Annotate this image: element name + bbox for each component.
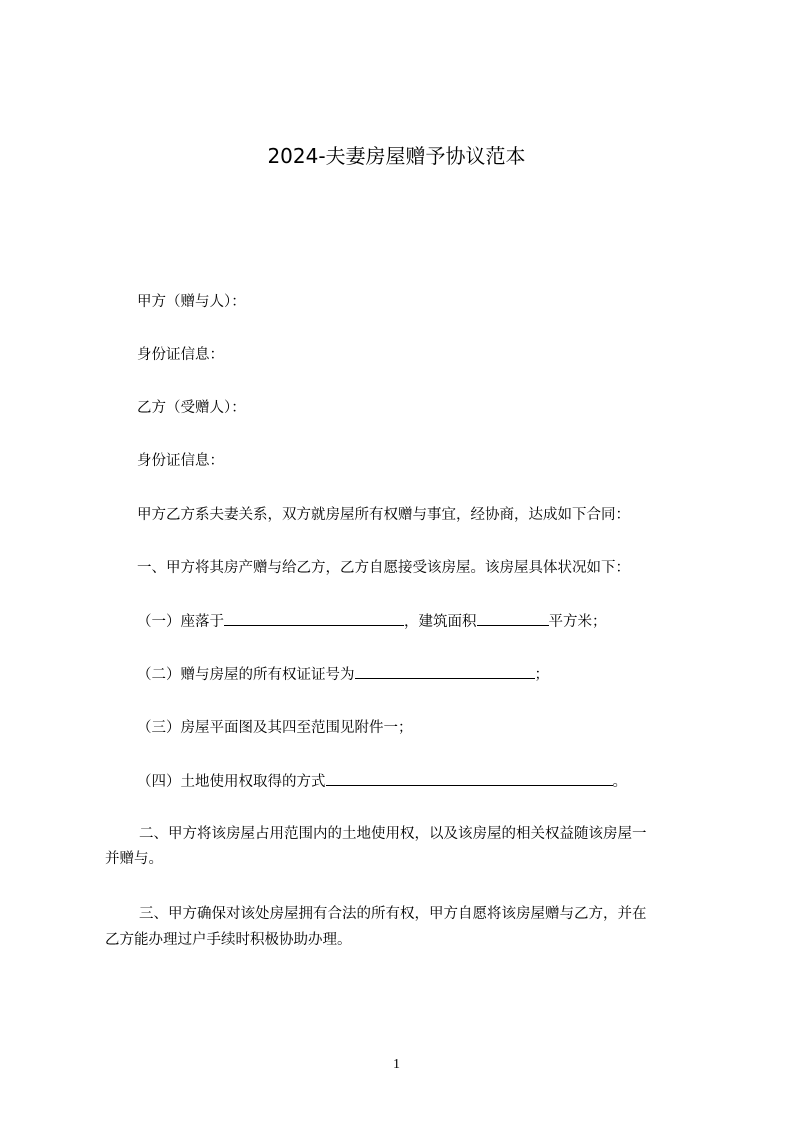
clause-1: 一、甲方将其房产赠与给乙方，乙方自愿接受该房屋。该房屋具体状况如下： — [137, 560, 630, 576]
party-a-id-label: 身份证信息： — [137, 347, 224, 363]
clause-3-line-1: 三、甲方确保对该处房屋拥有合法的所有权，甲方自愿将该房屋赠与乙方，并在 — [139, 906, 647, 922]
preamble: 甲方乙方系夫妻关系，双方就房屋所有权赠与事宜，经协商，达成如下合同： — [137, 507, 630, 523]
certificate-number-blank[interactable] — [355, 664, 535, 679]
land-use-method-blank[interactable] — [326, 771, 613, 786]
item-2-prefix: （二）赠与房屋的所有权证证号为 — [137, 667, 355, 683]
item-4-suffix: 。 — [612, 774, 627, 790]
clause-3-line-2: 乙方能办理过户手续时积极协助办理。 — [105, 932, 352, 948]
item-4-prefix: （四）土地使用权取得的方式 — [137, 774, 326, 790]
area-blank[interactable] — [477, 611, 549, 626]
item-1-middle: ，建筑面积 — [404, 614, 477, 630]
item-3: （三）房屋平面图及其四至范围见附件一； — [137, 720, 413, 736]
item-4 — [137, 771, 627, 792]
item-1 — [137, 611, 607, 632]
item-2-suffix: ； — [534, 667, 549, 683]
item-1-suffix: 平方米； — [548, 614, 607, 630]
party-b-label: 乙方（受赠人）： — [137, 400, 246, 416]
clause-2-line-2: 并赠与。 — [105, 851, 163, 867]
document-title: 2024-夫妻房屋赠予协议范本 — [267, 144, 526, 168]
location-blank[interactable] — [224, 611, 404, 626]
party-a-label: 甲方（赠与人）： — [137, 294, 246, 310]
item-2 — [137, 664, 549, 685]
party-b-id-label: 身份证信息： — [137, 453, 224, 469]
item-1-prefix: （一）座落于 — [137, 614, 224, 630]
clause-2-line-1: 二、甲方将该房屋占用范围内的土地使用权，以及该房屋的相关权益随该房屋一 — [139, 826, 647, 842]
page-number: 1 — [393, 1057, 400, 1072]
